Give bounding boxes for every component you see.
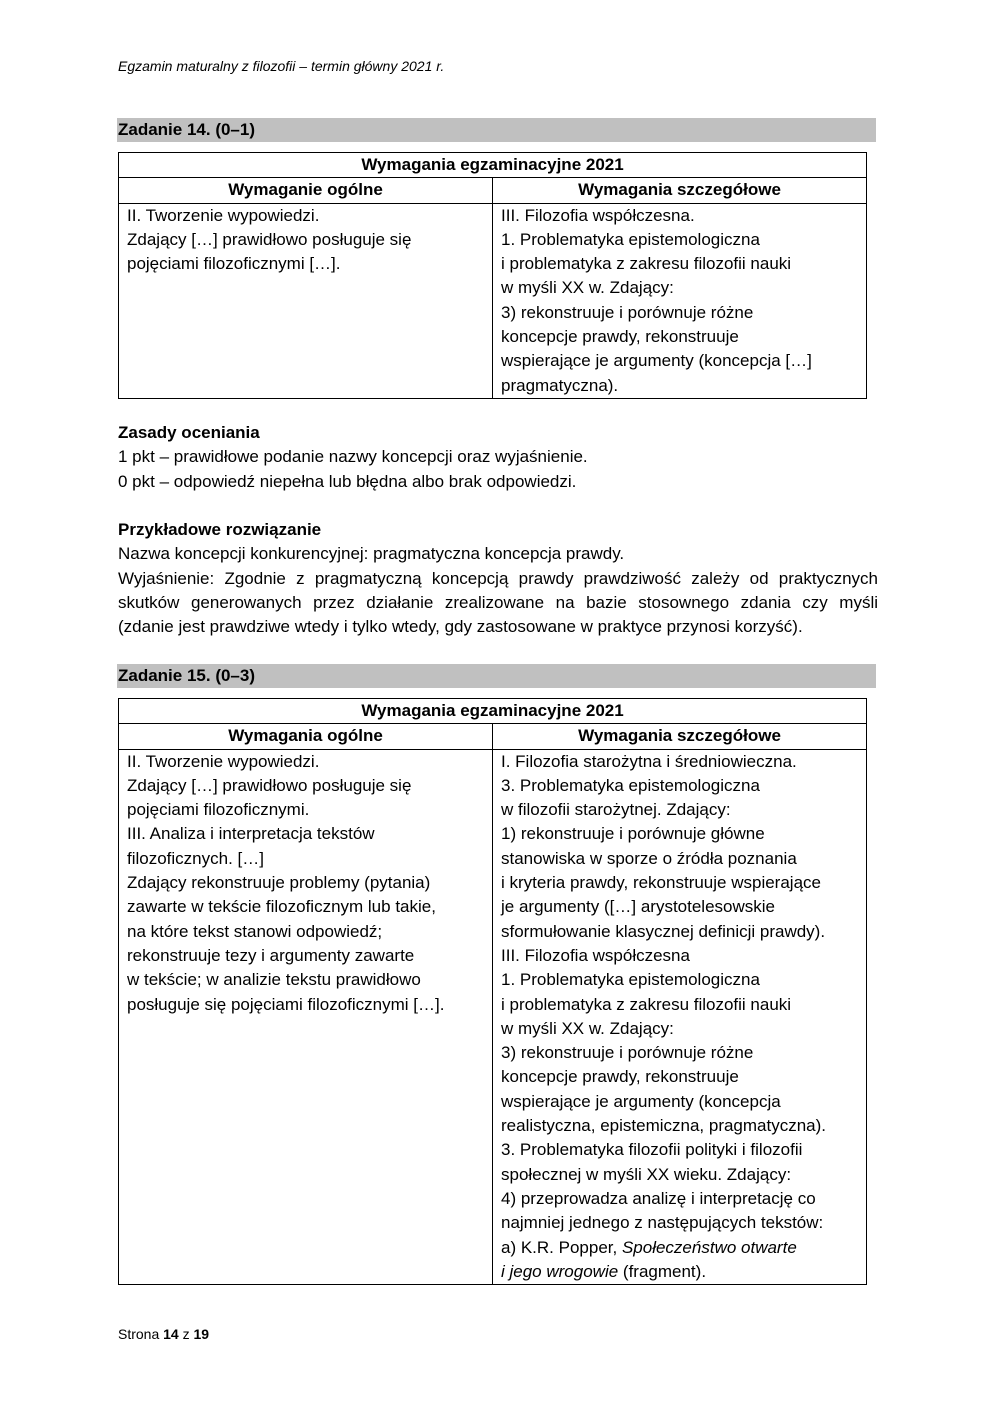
task-15-col2-header: Wymagania szczegółowe [493, 724, 867, 749]
document-header: Egzamin maturalny z filozofii – termin główny 2021 r. [118, 58, 445, 74]
task-15-detailed-requirements [493, 749, 867, 1285]
text-line: pojęciami filozoficznymi […]. [127, 254, 341, 274]
text-line: na które tekst stanowi odpowiedź; [127, 921, 383, 941]
task-14-general-requirements [119, 203, 493, 398]
text-line: 3. Problematyka filozofii polityki i filozofii [501, 1140, 803, 1160]
text-line: Zdający rekonstruuje problemy (pytania) [127, 873, 431, 893]
example-explanation-line: Wyjaśnienie: Zgodnie z pragmatyczną koncepcją prawdy prawdziwość zależy od praktycznych [118, 568, 878, 588]
text-line: i problematyka z zakresu filozofii nauki [501, 254, 792, 274]
task-15-requirements-table [118, 698, 867, 1285]
text-line: w myśli XX w. Zdający: [501, 1018, 674, 1038]
popper-title-part1: Społeczeństwo otwarte [621, 1237, 797, 1257]
task-14-col2-header: Wymagania szczegółowe [493, 178, 867, 203]
task-15-table-title: Wymagania egzaminacyjne 2021 [119, 699, 867, 724]
text-line: w tekście; w analizie tekstu prawidłowo [127, 970, 421, 990]
text-line: 3) rekonstruuje i porównuje różne [501, 1043, 754, 1063]
text-line: 3) rekonstruuje i porównuje różne [501, 302, 754, 322]
popper-prefix: a) K.R. Popper, [501, 1237, 622, 1257]
footer-page-number: 14 [163, 1326, 179, 1342]
popper-reference-line-2 [501, 1260, 858, 1284]
text-line: Zdający […] prawidłowo posługuje się [127, 229, 412, 249]
text-line: sformułowanie klasycznej definicji prawdy). [501, 921, 826, 941]
example-name-line: Nazwa koncepcji konkurencyjnej: pragmatyczna koncepcja prawdy. [118, 544, 625, 564]
footer-middle: z [178, 1326, 194, 1342]
text-line: wspierające je argumenty (koncepcja […] [501, 351, 812, 371]
text-line: posługuje się pojęciami filozoficznymi […]. [127, 994, 445, 1014]
text-line: filozoficznych. […] [127, 848, 264, 868]
task-14-detailed-requirements [493, 203, 867, 398]
scoring-line: 1 pkt – prawidłowe podanie nazwy koncepcji oraz wyjaśnienie. [118, 447, 588, 467]
text-line: III. Analiza i interpretacja tekstów [127, 824, 375, 844]
scoring-section [118, 421, 878, 494]
text-line: 1. Problematyka epistemologiczna [501, 229, 760, 249]
example-solution-section [118, 518, 878, 639]
text-line: rekonstruuje tezy i argumenty zawarte [127, 945, 415, 965]
text-line: realistyczna, epistemiczna, pragmatyczna). [501, 1116, 827, 1136]
popper-title-part2: i jego wrogowie [501, 1261, 619, 1281]
text-line: 4) przeprowadza analizę i interpretację co [501, 1188, 816, 1208]
footer-total-pages: 19 [193, 1326, 210, 1342]
text-line: je argumenty ([…] arystotelesowskie [501, 897, 775, 917]
task-15-general-requirements [119, 749, 493, 1285]
task-14-table-title: Wymagania egzaminacyjne 2021 [119, 153, 867, 178]
text-line: pragmatyczna). [501, 375, 619, 395]
text-line: II. Tworzenie wypowiedzi. [127, 205, 320, 225]
text-line: w filozofii starożytnej. Zdający: [501, 800, 731, 820]
text-line: 1. Problematyka epistemologiczna [501, 970, 760, 990]
task-14-title: Zadanie 14. (0–1) [117, 118, 876, 142]
example-title: Przykładowe rozwiązanie [118, 520, 322, 539]
text-line: koncepcje prawdy, rekonstruuje [501, 327, 739, 347]
text-line: Zdający […] prawidłowo posługuje się [127, 775, 412, 795]
text-line: społecznej w myśli XX wieku. Zdający: [501, 1164, 792, 1184]
footer-prefix: Strona [118, 1326, 164, 1342]
example-explanation-line: (zdanie jest prawdziwe wtedy i tylko wtedy, gdy zastosowane w praktyce przynosi korzyść). [118, 617, 803, 637]
popper-suffix: (fragment). [618, 1261, 707, 1281]
text-line: II. Tworzenie wypowiedzi. [127, 751, 320, 771]
popper-reference-line [501, 1236, 858, 1260]
text-line: pojęciami filozoficznymi. [127, 800, 310, 820]
text-line: najmniej jednego z następujących tekstów: [501, 1213, 824, 1233]
text-line: 1) rekonstruuje i porównuje główne [501, 824, 765, 844]
text-line: I. Filozofia starożytna i średniowieczna. [501, 751, 797, 771]
text-line: i kryteria prawdy, rekonstruuje wspierające [501, 873, 821, 893]
text-line: III. Filozofia współczesna. [501, 205, 695, 225]
task-15-title: Zadanie 15. (0–3) [117, 664, 876, 688]
example-explanation-line: skutków generowanych przez działanie zrealizowane na bazie stosownego zdania czy myśli [118, 592, 878, 612]
text-line: 3. Problematyka epistemologiczna [501, 775, 760, 795]
task-14-requirements-table [118, 152, 867, 399]
text-line: i problematyka z zakresu filozofii nauki [501, 994, 792, 1014]
task-14-col1-header: Wymaganie ogólne [119, 178, 493, 203]
page-footer [118, 1326, 209, 1342]
text-line: zawarte w tekście filozoficznym lub takie, [127, 897, 436, 917]
text-line: III. Filozofia współczesna [501, 945, 690, 965]
scoring-line: 0 pkt – odpowiedź niepełna lub błędna albo brak odpowiedzi. [118, 471, 577, 491]
scoring-title: Zasady oceniania [118, 423, 260, 442]
text-line: wspierające je argumenty (koncepcja [501, 1091, 781, 1111]
text-line: w myśli XX w. Zdający: [501, 278, 674, 298]
text-line: stanowiska w sporze o źródła poznania [501, 848, 797, 868]
task-15-col1-header: Wymagania ogólne [119, 724, 493, 749]
text-line: koncepcje prawdy, rekonstruuje [501, 1067, 739, 1087]
